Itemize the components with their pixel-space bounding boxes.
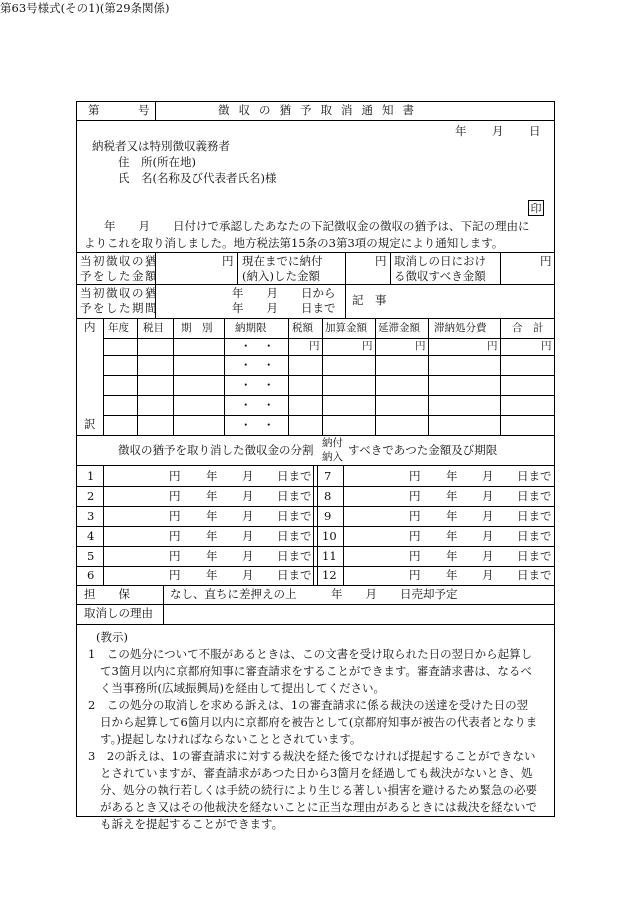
installment-header-remit: 納入 xyxy=(322,451,343,463)
installment-year: 年 xyxy=(446,469,458,483)
additional-yen: 円 xyxy=(362,340,373,352)
rule-breakdown-c2 xyxy=(173,318,174,435)
initial-amount-yen: 円 xyxy=(222,254,234,268)
installment-until: 日まで xyxy=(517,469,552,483)
rule-installment-head xyxy=(76,465,555,466)
due-date-dots: ・ ・ xyxy=(240,358,275,372)
rule-breakdown-bottom xyxy=(76,435,555,436)
notice-line-1: 年 月 日付けで承認したあなたの下記徴収金の徴収の猶予は、下記の理由に xyxy=(104,219,530,233)
rule-installment-r4 xyxy=(76,546,555,547)
due-date-dots: ・ ・ xyxy=(240,378,275,392)
taxpayer-label: 納税者又は特別徴収義務者 xyxy=(92,139,230,153)
instruction-line: す。)提起しなければならないこととされています。 xyxy=(100,732,362,746)
rule-installment-r-num xyxy=(343,465,344,585)
rule-collateral-divider xyxy=(163,585,164,604)
installment-yen: 円 xyxy=(169,568,181,582)
installment-until: 日まで xyxy=(517,509,552,523)
rule-breakdown-side xyxy=(103,318,104,435)
instruction-line: 分、処分の執行若しくは手続の続行により生じる著しい損害を避けるため緊急の必要 xyxy=(100,783,537,797)
installment-yen: 円 xyxy=(409,549,421,563)
installment-year: 年 xyxy=(206,489,218,503)
due-date-dots: ・ ・ xyxy=(240,339,275,353)
installment-yen: 円 xyxy=(169,509,181,523)
instruction-line: 1 この処分について不服があるときは、この文書を受け取られた日の翌日から起算し xyxy=(88,647,533,661)
remarks-label: 記 事 xyxy=(352,293,387,307)
rule-reason-divider xyxy=(163,604,164,624)
rule-summary-c2 xyxy=(237,252,238,284)
rule-installment-mid-a xyxy=(313,465,314,585)
due-yen: 円 xyxy=(540,254,552,268)
installment-year: 年 xyxy=(446,568,458,582)
initial-amount-label-2: 予をした金額 xyxy=(80,269,158,283)
rule-summary-c3 xyxy=(345,252,346,318)
installment-header-pay: 納付 xyxy=(322,437,343,449)
rule-installment-r5 xyxy=(76,566,555,567)
installment-yen: 円 xyxy=(409,529,421,543)
installment-until: 日まで xyxy=(517,568,552,582)
installment-number: 7 xyxy=(324,469,332,483)
installment-number: 4 xyxy=(87,529,95,543)
rule-breakdown-c4 xyxy=(288,318,289,435)
col-additional: 加算金額 xyxy=(325,322,367,334)
col-disposition-fee: 滞納処分費 xyxy=(434,322,487,334)
installment-until: 日まで xyxy=(277,549,312,563)
installment-until: 日まで xyxy=(277,568,312,582)
installment-yen: 円 xyxy=(169,549,181,563)
installment-year: 年 xyxy=(446,529,458,543)
installment-yen: 円 xyxy=(409,568,421,582)
installment-number: 11 xyxy=(322,549,337,563)
tax-yen: 円 xyxy=(309,340,320,352)
rule-installment-r1 xyxy=(76,486,555,487)
initial-amount-label-1: 当初徴収の猶 xyxy=(80,254,158,268)
go-label: 号 xyxy=(138,103,150,117)
disposition-yen: 円 xyxy=(487,340,498,352)
rule-breakdown-head xyxy=(103,338,555,339)
installment-month: 月 xyxy=(482,489,494,503)
rule-installment-l-num xyxy=(103,465,104,585)
installment-number: 9 xyxy=(324,509,332,523)
installment-until: 日まで xyxy=(277,469,312,483)
rule-breakdown-c6 xyxy=(375,318,376,435)
rule-breakdown-r1 xyxy=(103,355,555,356)
form-id: 第63号様式(その1)(第29条関係) xyxy=(0,1,170,15)
rule-collateral-bottom xyxy=(76,604,555,605)
installment-month: 月 xyxy=(482,549,494,563)
rule-installment-bottom xyxy=(76,585,555,586)
rule-breakdown-r3 xyxy=(103,395,555,396)
installment-year: 年 xyxy=(206,509,218,523)
collateral-label: 担 保 xyxy=(84,587,130,601)
due-label-2: る徴収すべき金額 xyxy=(394,269,486,283)
period-label-1: 当初徴収の猶 xyxy=(80,286,158,300)
instruction-line: 3 2の訴えは、1の審査請求に対する裁決を経た後でなければ提起することができない xyxy=(88,749,536,763)
instruction-line: も訴えを提起することができます。 xyxy=(100,817,284,831)
seal-mark: 印 xyxy=(528,200,544,216)
installment-month: 月 xyxy=(482,568,494,582)
instruction-line: く当事務所(広域振興局)を経由して提出してください。 xyxy=(100,681,385,695)
installment-number: 2 xyxy=(87,489,95,503)
instruction-line: て3箇月以内に京都府知事に審査請求をすることができます。審査請求書は、なるべ xyxy=(100,664,532,678)
installment-until: 日まで xyxy=(517,489,552,503)
installment-month: 月 xyxy=(482,469,494,483)
form-title: 徴収の猶予取消通知書 xyxy=(218,103,423,117)
instruction-line: 2 この処分の取消しを求める訴えは、1の審査請求に係る裁決の送達を受けた日の翌 xyxy=(88,698,529,712)
rule-installment-mid-b xyxy=(317,465,318,585)
due-date-dots: ・ ・ xyxy=(240,398,275,412)
installment-until: 日まで xyxy=(277,509,312,523)
installment-month: 月 xyxy=(242,489,254,503)
installment-month: 月 xyxy=(242,549,254,563)
installment-number: 12 xyxy=(322,568,337,582)
due-label-1: 取消しの日におけ xyxy=(394,254,486,268)
installment-number: 6 xyxy=(87,568,95,582)
installment-number: 8 xyxy=(324,489,332,503)
paid-label-1: 現在までに納付 xyxy=(242,254,323,268)
installment-yen: 円 xyxy=(169,489,181,503)
col-due-date: 納期限 xyxy=(235,322,267,334)
installment-yen: 円 xyxy=(409,469,421,483)
installment-month: 月 xyxy=(482,509,494,523)
installment-number: 1 xyxy=(87,469,95,483)
installment-year: 年 xyxy=(206,549,218,563)
paid-yen: 円 xyxy=(375,254,387,268)
installment-year: 年 xyxy=(206,568,218,582)
installment-year: 年 xyxy=(446,509,458,523)
installment-year: 年 xyxy=(206,529,218,543)
rule-notice-top xyxy=(76,252,555,253)
due-date-dots: ・ ・ xyxy=(240,418,275,432)
rule-breakdown-c5 xyxy=(322,318,323,435)
installment-month: 月 xyxy=(242,568,254,582)
date-month: 月 xyxy=(492,124,504,138)
rule-breakdown-c7 xyxy=(428,318,429,435)
breakdown-side-bottom: 訳 xyxy=(84,417,96,431)
total-yen: 円 xyxy=(541,340,552,352)
rule-breakdown-top xyxy=(76,318,555,319)
notice-line-2: よりこれを取り消しました。地方税法第15条の3第3項の規定により通知します。 xyxy=(84,236,504,250)
address-label: 住 所(所在地) xyxy=(118,155,196,169)
installment-until: 日まで xyxy=(277,529,312,543)
rule-header xyxy=(76,120,555,121)
col-delinquency: 延滞金額 xyxy=(378,322,420,334)
installment-yen: 円 xyxy=(409,509,421,523)
breakdown-side-top: 内 xyxy=(84,320,96,334)
date-day: 日 xyxy=(529,124,541,138)
instruction-line: とされていますが、審査請求があつた日から3箇月を経過しても裁決がないとき、処 xyxy=(100,766,533,780)
installment-yen: 円 xyxy=(169,469,181,483)
rule-breakdown-r4 xyxy=(103,415,555,416)
rule-summary-c5 xyxy=(500,252,501,284)
rule-installment-r3 xyxy=(76,526,555,527)
date-year: 年 xyxy=(455,124,467,138)
installment-month: 月 xyxy=(482,529,494,543)
rule-summary-mid xyxy=(76,284,555,285)
installment-month: 月 xyxy=(242,469,254,483)
col-tax-item: 税目 xyxy=(143,322,164,334)
col-total: 合 計 xyxy=(512,322,544,334)
collateral-text: なし、直ちに差押えの上 年 月 日売却予定 xyxy=(170,587,458,601)
rule-installment-r2 xyxy=(76,506,555,507)
rule-breakdown-r2 xyxy=(103,375,555,376)
col-tax-amount: 税額 xyxy=(292,322,313,334)
period-label-2: 予をした期間 xyxy=(80,301,158,315)
installment-number: 3 xyxy=(87,509,95,523)
period-to: 年 月 日まで xyxy=(232,301,336,315)
col-fiscal-year: 年度 xyxy=(108,322,129,334)
installment-month: 月 xyxy=(242,529,254,543)
rule-breakdown-c8 xyxy=(500,318,501,435)
installment-until: 日まで xyxy=(277,489,312,503)
installment-year: 年 xyxy=(446,549,458,563)
installment-header-right: すべきであつた金額及び期限 xyxy=(348,443,498,457)
installment-yen: 円 xyxy=(169,529,181,543)
rule-summary-c4 xyxy=(390,252,391,284)
instruction-line: 日から起算して6箇月以内に京都府を被告として(京都府知事が被告の代表者となりま xyxy=(100,715,538,729)
installment-until: 日まで xyxy=(517,529,552,543)
paid-label-2: (納入)した金額 xyxy=(242,269,320,283)
name-label: 氏 名(名称及び代表者氏名)様 xyxy=(118,171,277,185)
delinquency-yen: 円 xyxy=(415,340,426,352)
installment-header-left: 徴収の猶予を取り消した徴収金の分割 xyxy=(118,443,314,457)
reason-label: 取消しの理由 xyxy=(84,606,153,620)
instruction-line: があるとき又はその他裁決を経ないことに正当な理由があるときには裁決を経ないで xyxy=(100,800,537,814)
installment-until: 日まで xyxy=(517,549,552,563)
rule-breakdown-c1 xyxy=(137,318,138,435)
rule-reason-bottom xyxy=(76,624,555,625)
installment-number: 10 xyxy=(322,529,337,543)
installment-month: 月 xyxy=(242,509,254,523)
rule-breakdown-c3 xyxy=(224,318,225,435)
installment-year: 年 xyxy=(206,469,218,483)
installment-year: 年 xyxy=(446,489,458,503)
rule-header-divider xyxy=(155,101,156,120)
period-from: 年 月 日から xyxy=(232,286,336,300)
number-label: 第 xyxy=(88,103,100,117)
installment-number: 5 xyxy=(87,549,95,563)
instructions-title: (教示) xyxy=(96,630,128,644)
col-period-type: 期 別 xyxy=(181,322,213,334)
installment-yen: 円 xyxy=(409,489,421,503)
